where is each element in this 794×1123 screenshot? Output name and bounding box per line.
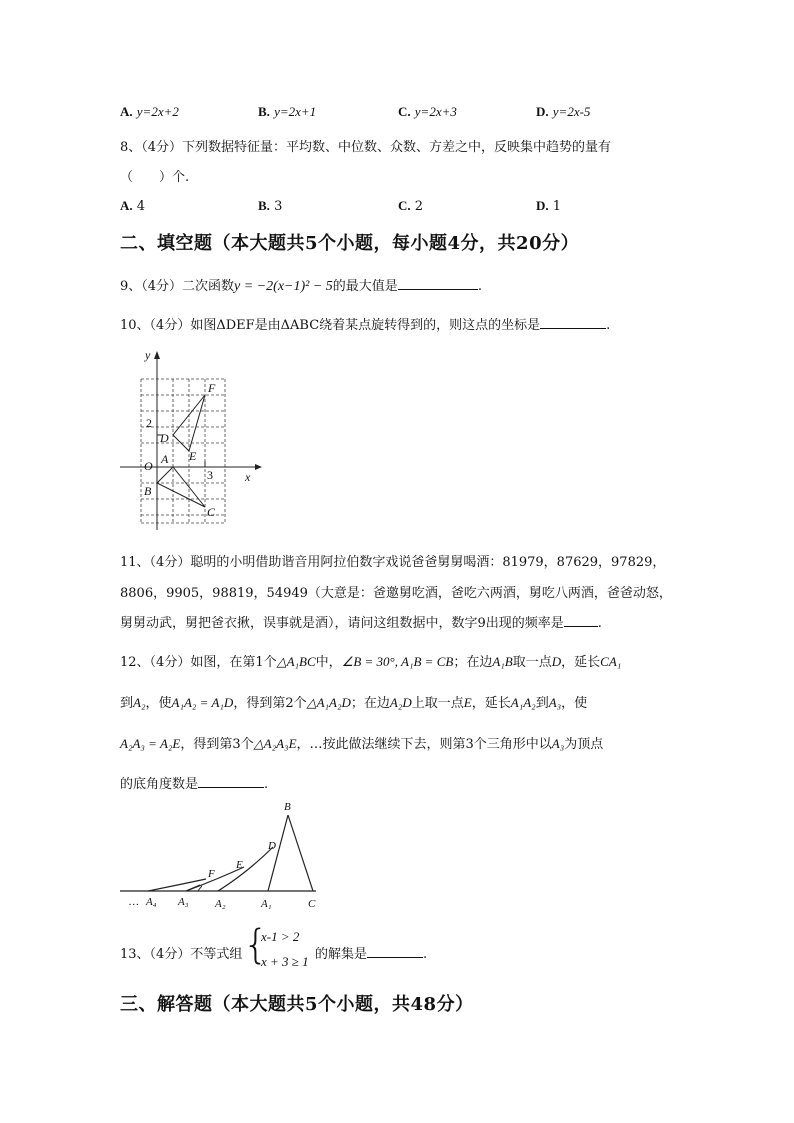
q13-prefix: 13、（4分）不等式组: [120, 947, 243, 962]
q13-answer-blank: [367, 944, 423, 958]
q12-text-line4: 的底角度数是 .: [120, 773, 268, 792]
label-f: F: [208, 381, 216, 395]
segment-a4-f: [148, 879, 206, 891]
x-axis-arrow: [255, 464, 262, 470]
label-c: C: [308, 898, 316, 910]
q7-option-a: A. y=2x+2: [120, 104, 179, 119]
q9-text: 9、（4分）二次函数y = −2(x−1)² − 5的最大值是 .: [120, 275, 482, 295]
label-tick-3: 3: [207, 468, 213, 482]
label-a4: A₄: [146, 896, 157, 908]
q12-answer-blank: [198, 774, 264, 788]
q9-formula: y = −2(x−1)² − 5: [234, 279, 333, 294]
label-a2: A₂: [215, 898, 226, 910]
section-heading-fill-blank: 二、填空题（本大题共5个小题，每小题4分，共20分）: [120, 233, 580, 254]
q8-option-c: C. 2: [398, 198, 424, 214]
q13-suffix: 的解集是 .: [315, 943, 427, 962]
q8-option-a: A. 4: [120, 198, 146, 214]
label-a3: A₃: [178, 896, 189, 908]
label-c: C: [207, 505, 216, 519]
segment-a1-b: [268, 815, 288, 891]
q11-answer-blank: [564, 613, 598, 627]
q10-text: 10、（4分）如图ΔDEF是由ΔABC绕着某点旋转得到的，则这点的坐标是 .: [120, 314, 610, 333]
q8-option-d: D. 1: [536, 198, 562, 214]
q11-text-line3: 舅舅动武，舅把爸衣揪，误事就是酒），请问这组数据中，数字9出现的频率是 .: [120, 612, 602, 631]
q10-grid: [141, 379, 225, 523]
q12-text-line2: 到A₂，使A₁A₂ = A₁D，得到第2个△A₁A₂D；在边A₂D上取一点E，延长A₁A₂到A₃，使: [120, 695, 588, 711]
label-f: F: [208, 868, 215, 880]
q9-answer-blank: [398, 276, 478, 290]
label-x: x: [245, 470, 251, 484]
q10-coordinate-figure: [115, 345, 275, 535]
q12-text-line1: 12、（4分）如图，在第1个△A₁BC中，∠B = 30°, A₁B = CB；在边A₁B取一点D，延长CA₁: [120, 654, 622, 670]
label-y: y: [145, 348, 151, 362]
label-tick-2: 2: [146, 416, 152, 430]
q13-brace: {: [243, 922, 269, 968]
label-e: E: [236, 859, 243, 871]
y-axis-arrow: [154, 351, 160, 359]
q13-inequality-2: x + 3 ≥ 1: [261, 954, 309, 969]
label-e: E: [189, 449, 197, 463]
q8-text-line1: 8、（4分）下列数据特征量：平均数、中位数、众数、方差之中，反映集中趋势的量有: [120, 140, 612, 155]
q11-text-line2: 8806，9905，98819，54949（大意是：爸邀舅吃酒，爸吃六两酒，舅吃八两酒，爸爸动怒，: [120, 586, 672, 601]
q7-option-b: B. y=2x+1: [258, 104, 317, 119]
q12-triangle-figure: [118, 797, 328, 915]
label-b: B: [284, 801, 291, 813]
label-a1: A₁: [261, 898, 272, 910]
label-b: B: [144, 484, 152, 498]
label-d: D: [160, 431, 169, 445]
triangle-abc: [157, 467, 205, 507]
section-heading-answer: 三、解答题（本大题共5个小题，共48分）: [120, 994, 474, 1015]
segment-a2-d: [218, 847, 273, 891]
q7-option-c: C. y=2x+3: [398, 104, 457, 119]
segment-b-c: [288, 815, 313, 891]
q11-text-line1: 11、（4分）聪明的小明借助谐音用阿拉伯数字戏说爸爸舅舅喝酒：81979，87629，97829，: [120, 555, 666, 570]
q13-inequality-1: x-1 > 2: [261, 929, 300, 944]
q7-option-d: D. y=2x-5: [536, 104, 591, 119]
q12-text-line3: A₂A₃ = A₂E，得到第3个△A₂A₃E，…按此做法继续下去，则第3个三角形中以A₃为顶点: [120, 736, 604, 752]
q8-option-b: B. 3: [258, 198, 283, 214]
label-a: A: [161, 452, 169, 466]
label-d: D: [268, 840, 276, 852]
label-o: O: [144, 459, 153, 473]
q10-answer-blank: [540, 315, 606, 329]
label-dots: …: [129, 896, 139, 908]
q8-text-line2: （ ）个.: [120, 170, 190, 185]
